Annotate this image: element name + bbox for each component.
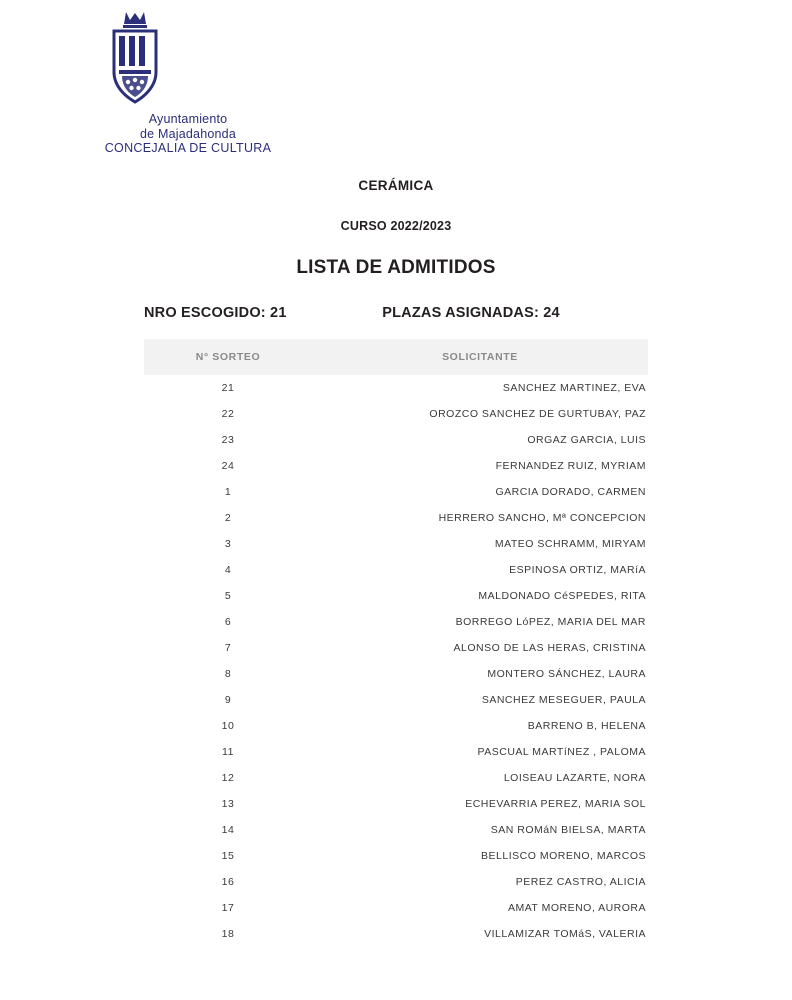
cell-draw-number: 23 bbox=[221, 433, 235, 446]
table-row bbox=[144, 869, 648, 895]
cell-draw-number: 18 bbox=[221, 927, 235, 940]
cell-applicant-name: MATEO SCHRAMM, MIRYAM bbox=[494, 537, 646, 550]
cell-draw-number: 7 bbox=[224, 641, 232, 654]
cell-draw-number: 21 bbox=[221, 381, 235, 394]
cell-draw-number: 14 bbox=[221, 823, 235, 836]
table-row bbox=[144, 453, 648, 479]
cell-applicant-name: ESPINOSA ORTIZ, MARíA bbox=[509, 563, 646, 576]
cell-applicant-name: BELLISCO MORENO, MARCOS bbox=[481, 849, 646, 862]
cell-applicant-name: PEREZ CASTRO, ALICIA bbox=[515, 875, 646, 888]
table-row bbox=[144, 791, 648, 817]
cell-draw-number: 10 bbox=[221, 719, 235, 732]
cell-draw-number: 17 bbox=[221, 901, 235, 914]
column-header-applicant: SOLICITANTE bbox=[312, 339, 648, 375]
institution-line-1: Ayuntamiento bbox=[148, 112, 228, 126]
table-row bbox=[144, 765, 648, 791]
cell-draw-number: 2 bbox=[224, 511, 232, 524]
cell-applicant-name: OROZCO SANCHEZ DE GURTUBAY, PAZ bbox=[429, 407, 646, 420]
table-row bbox=[144, 713, 648, 739]
course-name: CERÁMICA bbox=[358, 177, 434, 193]
cell-applicant-name: BORREGO LóPEZ, MARIA DEL MAR bbox=[455, 615, 646, 628]
info-row bbox=[0, 305, 792, 321]
cell-applicant-name: LOISEAU LAZARTE, NORA bbox=[503, 771, 646, 784]
chosen-number: NRO ESCOGIDO: 21 bbox=[144, 304, 287, 321]
cell-draw-number: 9 bbox=[224, 693, 232, 706]
cell-applicant-name: HERRERO SANCHO, Mª CONCEPCION bbox=[438, 511, 646, 524]
cell-draw-number: 6 bbox=[224, 615, 232, 628]
cell-applicant-name: SAN ROMáN BIELSA, MARTA bbox=[490, 823, 646, 836]
table-row bbox=[144, 687, 648, 713]
table-row bbox=[144, 921, 648, 947]
table-row bbox=[144, 661, 648, 687]
cell-applicant-name: SANCHEZ MARTINEZ, EVA bbox=[502, 381, 646, 394]
table-row bbox=[144, 375, 648, 401]
cell-applicant-name: ALONSO DE LAS HERAS, CRISTINA bbox=[453, 641, 646, 654]
table-row bbox=[144, 479, 648, 505]
cell-applicant-name: AMAT MORENO, AURORA bbox=[507, 901, 646, 914]
institution-logo-block bbox=[88, 10, 348, 156]
table-row bbox=[144, 505, 648, 531]
cell-applicant-name: PASCUAL MARTíNEZ , PALOMA bbox=[477, 745, 646, 758]
table-row bbox=[144, 583, 648, 609]
admitted-list-table-wrap bbox=[144, 339, 648, 947]
cell-applicant-name: ECHEVARRIA PEREZ, MARIA SOL bbox=[465, 797, 646, 810]
table-row bbox=[144, 531, 648, 557]
table-row bbox=[144, 635, 648, 661]
institution-name bbox=[88, 112, 288, 156]
cell-applicant-name: VILLAMIZAR TOMáS, VALERIA bbox=[484, 927, 646, 940]
cell-draw-number: 8 bbox=[224, 667, 232, 680]
institution-line-2: de Majadahonda bbox=[140, 126, 236, 141]
institution-line-3: CONCEJALIA DE CULTURA bbox=[104, 141, 272, 155]
table-row bbox=[144, 817, 648, 843]
cell-applicant-name: BARRENO B, HELENA bbox=[527, 719, 646, 732]
cell-draw-number: 16 bbox=[221, 875, 235, 888]
cell-draw-number: 12 bbox=[221, 771, 235, 784]
page-title: LISTA DE ADMITIDOS bbox=[296, 256, 496, 278]
table-row bbox=[144, 427, 648, 453]
cell-draw-number: 13 bbox=[221, 797, 235, 810]
table-header-row bbox=[144, 339, 648, 375]
cell-applicant-name: MONTERO SÁNCHEZ, LAURA bbox=[487, 667, 646, 680]
cell-applicant-name: ORGAZ GARCIA, LUIS bbox=[527, 433, 646, 446]
table-row bbox=[144, 557, 648, 583]
coat-of-arms-icon bbox=[106, 10, 164, 106]
cell-draw-number: 22 bbox=[221, 407, 235, 420]
cell-draw-number: 24 bbox=[221, 459, 235, 472]
document-header bbox=[0, 0, 792, 156]
cell-applicant-name: FERNANDEZ RUIZ, MYRIAM bbox=[495, 459, 646, 472]
cell-draw-number: 11 bbox=[222, 745, 234, 758]
cell-applicant-name: SANCHEZ MESEGUER, PAULA bbox=[481, 693, 646, 706]
table-header bbox=[144, 339, 648, 375]
table-row bbox=[144, 739, 648, 765]
table-row bbox=[144, 895, 648, 921]
title-block bbox=[0, 178, 792, 279]
cell-applicant-name: GARCIA DORADO, CARMEN bbox=[495, 485, 646, 498]
cell-draw-number: 1 bbox=[224, 485, 232, 498]
cell-applicant-name: MALDONADO CéSPEDES, RITA bbox=[478, 589, 646, 602]
cell-draw-number: 15 bbox=[221, 849, 235, 862]
admitted-list-table bbox=[144, 339, 648, 947]
table-row bbox=[144, 401, 648, 427]
cell-draw-number: 3 bbox=[224, 537, 232, 550]
table-body bbox=[144, 375, 648, 947]
column-header-draw-number: N° SORTEO bbox=[144, 339, 312, 375]
assigned-places: PLAZAS ASIGNADAS: 24 bbox=[382, 304, 560, 321]
cell-draw-number: 5 bbox=[224, 589, 232, 602]
course-year: CURSO 2022/2023 bbox=[340, 218, 452, 233]
table-row bbox=[144, 609, 648, 635]
table-row bbox=[144, 843, 648, 869]
cell-draw-number: 4 bbox=[224, 563, 232, 576]
